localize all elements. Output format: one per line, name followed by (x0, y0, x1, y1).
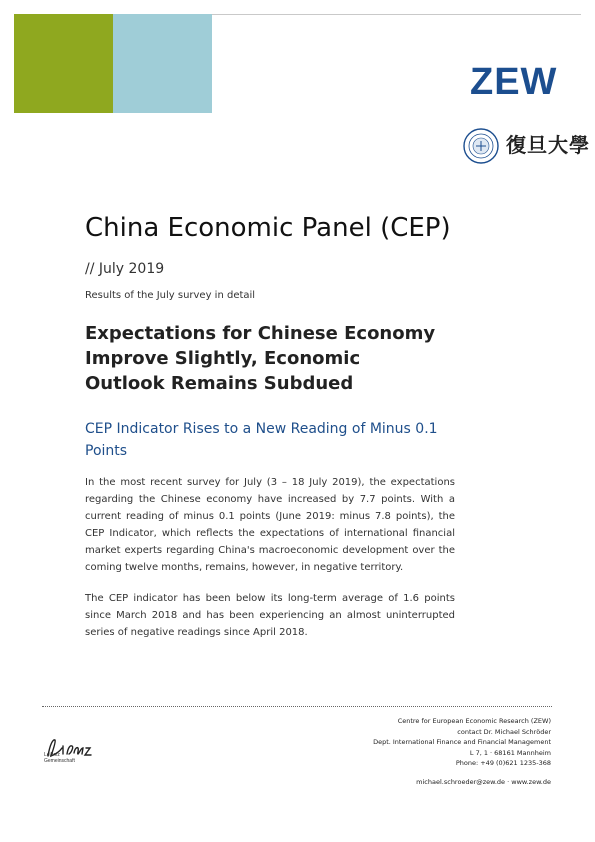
document-subtitle: Results of the July survey in detail (85, 290, 256, 301)
document-date: // July 2019 (85, 261, 165, 277)
subheadline: CEP Indicator Rises to a New Reading of Minus 0.1 Points (85, 421, 438, 459)
header-band-blue (113, 14, 212, 113)
fudan-logo-text: 復旦大學 (506, 133, 590, 157)
header-band-green (14, 14, 113, 113)
document-title: China Economic Panel (CEP) (85, 213, 451, 243)
leibniz-label: Leibniz Gemeinschaft (44, 752, 75, 764)
fudan-seal-icon (463, 128, 499, 164)
paragraph-2: The CEP indicator has been below its long-term average of 1.6 points since March 2018 and has been experiencing an almost uninterrupted series of negative readings since April 2018. (85, 593, 455, 638)
contact-dept: Dept. International Finance and Financial Management (373, 738, 551, 746)
contact-person: contact Dr. Michael Schröder (457, 727, 551, 736)
zew-logo: ZEW (470, 61, 558, 103)
contact-email-web[interactable]: michael.schroeder@zew.de · www.zew.de (416, 778, 551, 786)
contact-address: L 7, 1 · 68161 Mannheim (469, 748, 551, 757)
headline: Expectations for Chinese Economy Improve Slightly, Economic Outlook Remains Subdued (85, 323, 436, 394)
contact-phone: Phone: +49 (0)621 1235-368 (455, 759, 551, 767)
paragraph-1: In the most recent survey for July (3 – 18 July 2019), the expectations regarding the Chinese economy have increased by 7.7 points. With a current reading of minus 0.1 points (June 2019: minus 7.8 points), the CEP Indicator, which reflects the expectations of international financial market experts regarding China's macroeconomic development over the coming twelve months, remains, however, in negative territory. (85, 477, 455, 573)
footer-divider (42, 706, 552, 707)
contact-org: Centre for European Economic Research (ZEW) (397, 717, 551, 725)
contact-block (373, 716, 551, 769)
